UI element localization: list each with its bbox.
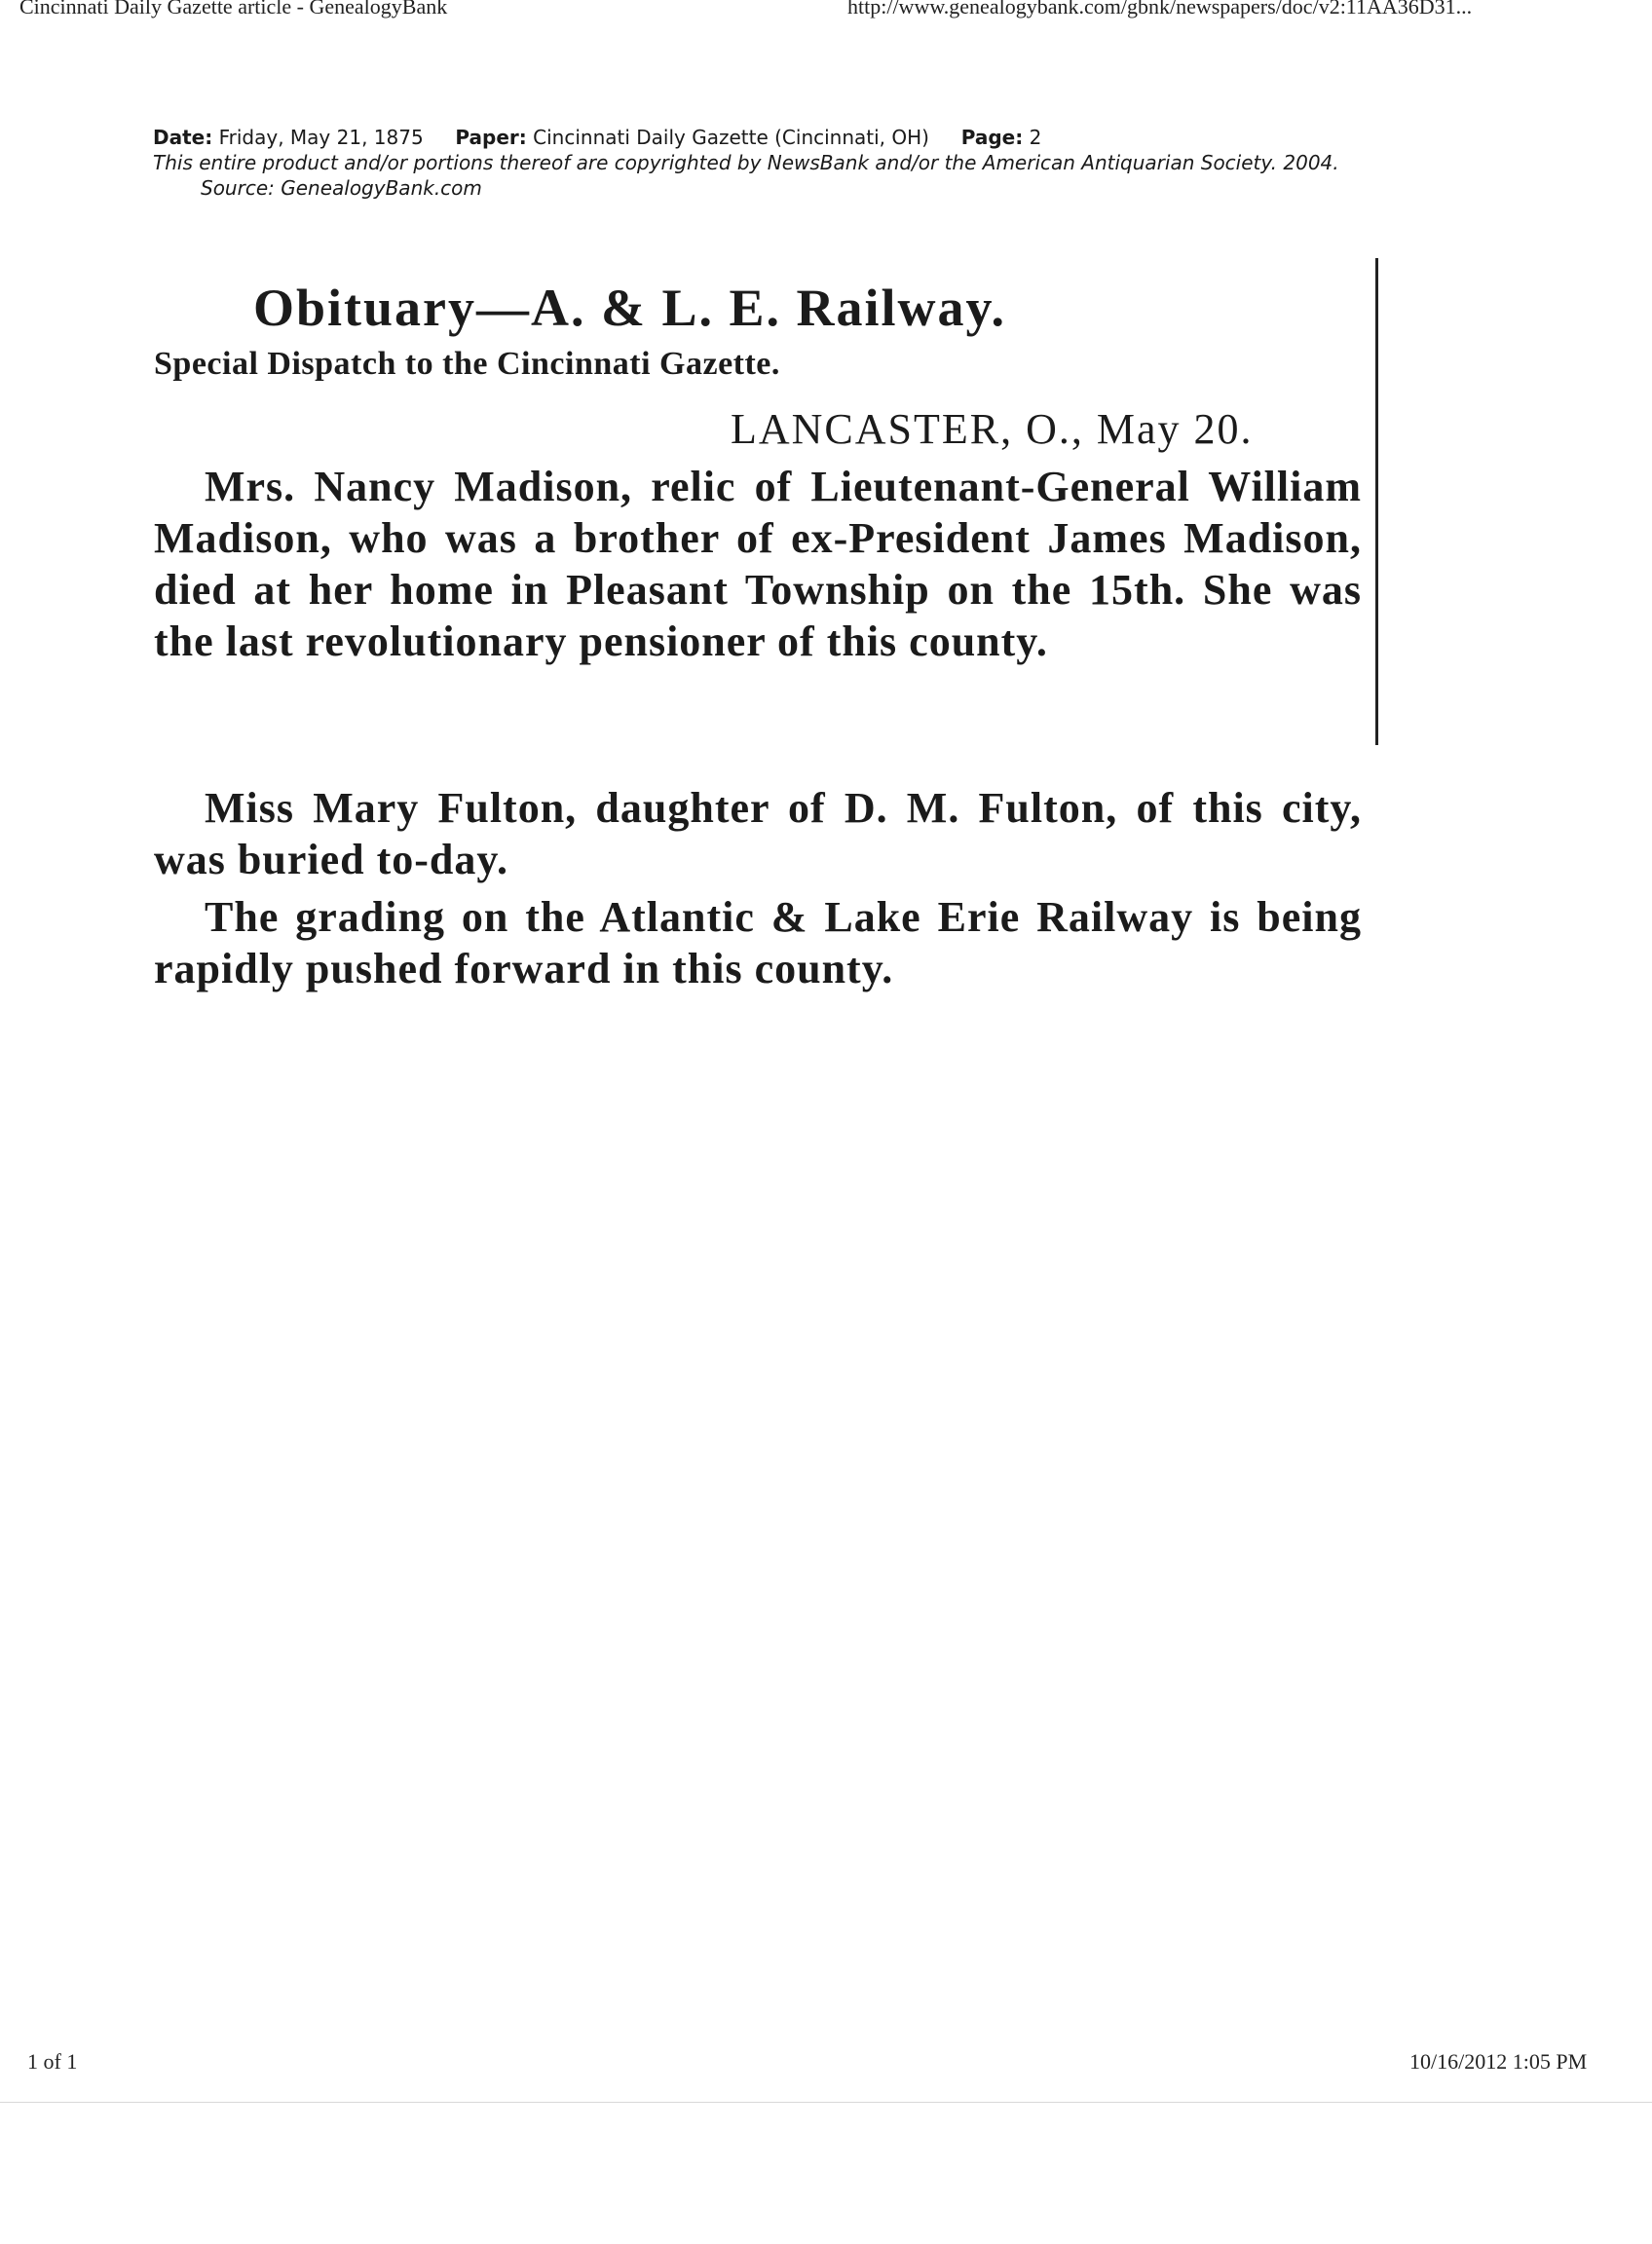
paper-value: Cincinnati Daily Gazette (Cincinnati, OH) — [533, 126, 929, 149]
dispatch-line: Special Dispatch to the Cincinnati Gazette. — [154, 346, 780, 382]
date-value: Friday, May 21, 1875 — [218, 126, 424, 149]
date-label: Date: — [153, 126, 213, 149]
print-header-url: http://www.genealogybank.com/gbnk/newspapers/doc/v2:11AA36D31... — [847, 0, 1473, 19]
copyright-notice: This entire product and/or portions thereof are copyrighted by NewsBank and/or the American Antiquarian Society. 2004. — [153, 151, 1339, 174]
column-rule — [1375, 258, 1378, 745]
newspaper-clipping — [146, 248, 1364, 1057]
page-value: 2 — [1029, 126, 1042, 149]
footer-divider — [0, 2102, 1652, 2103]
dateline: LANCASTER, O., May 20. — [731, 405, 1254, 453]
print-timestamp: 10/16/2012 1:05 PM — [1409, 2049, 1588, 2074]
page-count: 1 of 1 — [27, 2049, 78, 2074]
print-header-title: Cincinnati Daily Gazette article - GenealogyBank — [19, 0, 448, 19]
source-credit: Source: GenealogyBank.com — [201, 176, 482, 200]
article-paragraph: The grading on the Atlantic & Lake Erie Railway is being rapidly pushed forward in this county. — [154, 893, 1362, 992]
article-paragraph: Miss Mary Fulton, daughter of D. M. Fulton, of this city, was buried to-day. — [154, 784, 1362, 883]
article-metadata — [153, 125, 1536, 201]
page-label: Page: — [960, 126, 1024, 149]
paper-label: Paper: — [455, 126, 527, 149]
article-headline: Obituary—A. & L. E. Railway. — [253, 279, 1007, 337]
article-paragraph: Mrs. Nancy Madison, relic of Lieutenant-General William Madison, who was a brother of ex-President James Madison, died at her home in Pleasant Township on the 15th. She was the last revolutionary pensioner of this county. — [154, 463, 1362, 665]
metadata-line — [153, 125, 1536, 150]
